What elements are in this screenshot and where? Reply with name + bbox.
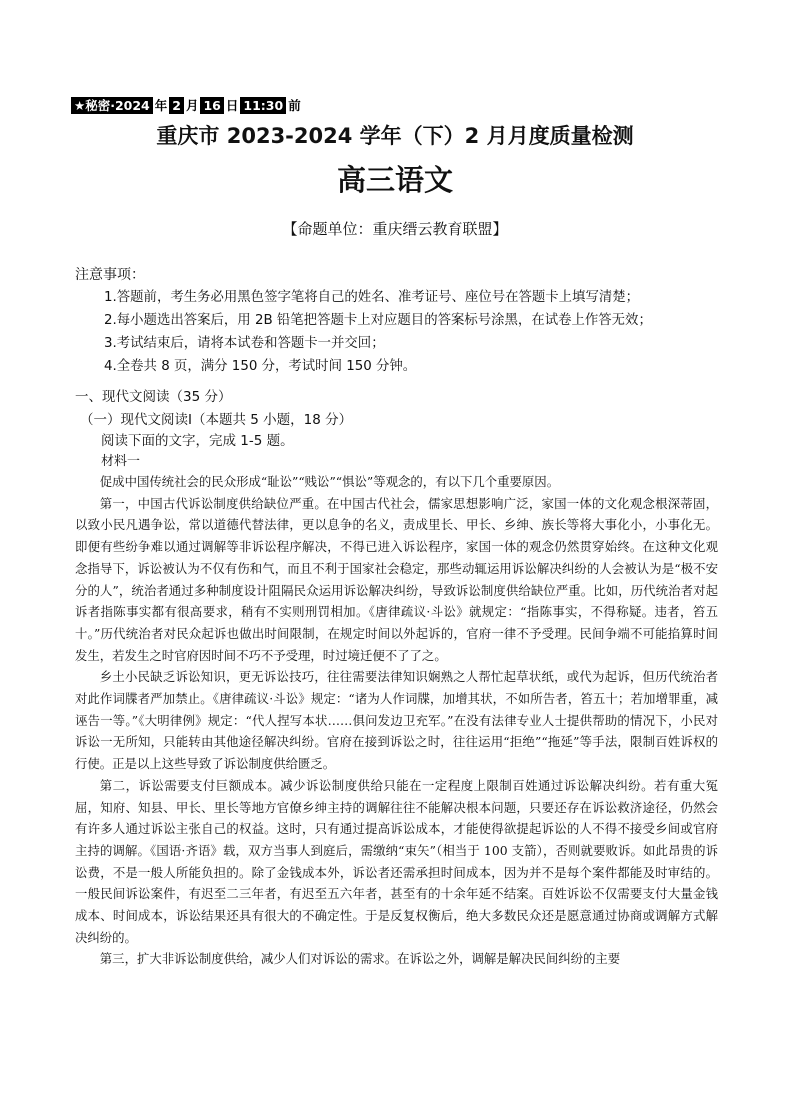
exam-title: 重庆市 2023-2024 学年（下）2 月月度质量检测 <box>156 124 634 148</box>
passage-paragraph: 促成中国传统社会的民众形成“耻讼”“贱讼”“惧讼”等观念的，有以下几个重要原因。 <box>99 474 560 489</box>
secret-part: ★秘密·2024 <box>71 97 153 114</box>
notes-list <box>104 286 744 378</box>
notes-item: 2.每小题选出答案后，用 2B 铅笔把答题卡上对应题目的答案标号涂黑，在试卷上作答无效； <box>104 313 652 328</box>
section-title: 一、现代文阅读（35 分） <box>75 389 232 405</box>
confidential-banner <box>71 97 303 114</box>
secret-part: 日 <box>225 98 239 113</box>
passage-body <box>75 471 718 970</box>
subject-title: 高三语文 <box>336 163 453 197</box>
passage-paragraph: 乡土小民缺乏诉讼知识，更无诉讼技巧，往往需要法律知识娴熟之人帮忙起草状纸，或代为起诉，但历代统治者对此作词牒者严加禁止。《唐律疏议·斗讼》规定：“诸为人作词牒，加增其状，不如所告者，笞五十；若加增罪重，减诬告一等。”《大明律例》规定：“代人捏写本状……俱问发边卫充军。”在没有法律专业人士提供帮助的情况下，小民对诉讼一无所知，只能转由其他途径解决纠纷。官府在接到诉讼之时，往往运用“拒绝”“拖延”等手法，限制百姓诉权的行使。正是以上这些导致了诉讼制度供给匮乏。 <box>75 669 718 772</box>
passage-paragraph: 第二，诉讼需要支付巨额成本。减少诉讼制度供给只能在一定程度上限制百姓通过诉讼解决纠纷。若有重大冤屈，知府、知县、甲长、里长等地方官僚乡绅主持的调解往往不能解决根本问题，只要还存在诉讼救济途径，仍然会有许多人通过诉讼主张自己的权益。这时，只有通过提高诉讼成本，才能使得欲提起诉讼的人不得不接受乡间或官府主持的调解。《国语·齐语》载，双方当事人到庭后，需缴纳“束矢”（相当于 100 支箭），否则就要败诉。如此昂贵的诉讼费，不是一般人所能负担的。除了金钱成本外，诉讼者还需承担时间成本，因为并不是每个案件都能及时审结的。一般民间诉讼案件，有迟至二三年者，有迟至五六年者，甚至有的十余年延不结案。百姓诉讼不仅需要支付大量金钱成本、时间成本，诉讼结果还具有很大的不确定性。于是反复权衡后，绝大多数民众还是愿意通过协商或调解方式解决纠纷的。 <box>75 777 718 945</box>
secret-part: 16 <box>200 97 223 114</box>
passage-paragraph: 第三，扩大非诉讼制度供给，减少人们对诉讼的需求。在诉讼之外，调解是解决民间纠纷的主要 <box>99 951 621 967</box>
secret-part: 11:30 <box>240 97 286 114</box>
secret-part: 2 <box>169 97 184 114</box>
secret-part: 前 <box>288 98 301 113</box>
secret-part: 月 <box>185 98 199 113</box>
passage-paragraph: 第一，中国古代诉讼制度供给缺位严重。在中国古代社会，儒家思想影响广泛，家国一体的文化观念根深蒂固，以致小民凡遇争讼，常以道德代替法律，更以息争的名义，责成里长、甲长、乡绅、族长等将大事化小，小事化无。即便有些纷争难以通过调解等非诉讼程序解决，不得已进入诉讼程序，家国一体的观念仍然贯穿始终。在这种文化观念指导下，诉讼被认为不仅有伤和气，而且不利于国家社会稳定，那些动辄运用诉讼解决纠纷的人会被认为是“极不安分的人”，统治者通过多种制度设计阻隔民众运用诉讼解决纠纷，导致诉讼制度供给缺位严重。比如，历代统治者对起诉者指陈事实都有很高要求，稍有不实则刑罚相加。《唐律疏议·斗讼》就规定：“指陈事实，不得称疑。违者，笞五十。”历代统治者对民众起诉也做出时间限制，在规定时间以外起诉的，官府一律不予受理。民间争端不可能掐算时间发生，若发生之时官府因时间不巧不予受理，时过境迁便不了了之。 <box>75 495 718 663</box>
reading-instruction: 阅读下面的文字，完成 1-5 题。 <box>101 433 294 449</box>
notes-item: 4.全卷共 8 页，满分 150 分，考试时间 150 分钟。 <box>104 359 417 374</box>
notes-item: 3.考试结束后，请将本试卷和答题卡一并交回； <box>104 336 385 351</box>
notes-item: 1.答题前，考生务必用黑色签字笔将自己的姓名、准考证号、座位号在答题卡上填写清楚； <box>104 290 640 305</box>
subsection-title: （一）现代文阅读Ⅰ（本题共 5 小题，18 分） <box>80 412 353 428</box>
issuing-unit: 【命题单位：重庆缙云教育联盟】 <box>282 220 508 238</box>
material-label: 材料一 <box>101 454 141 469</box>
secret-part: 年 <box>154 98 168 113</box>
notes-heading: 注意事项： <box>75 267 145 283</box>
